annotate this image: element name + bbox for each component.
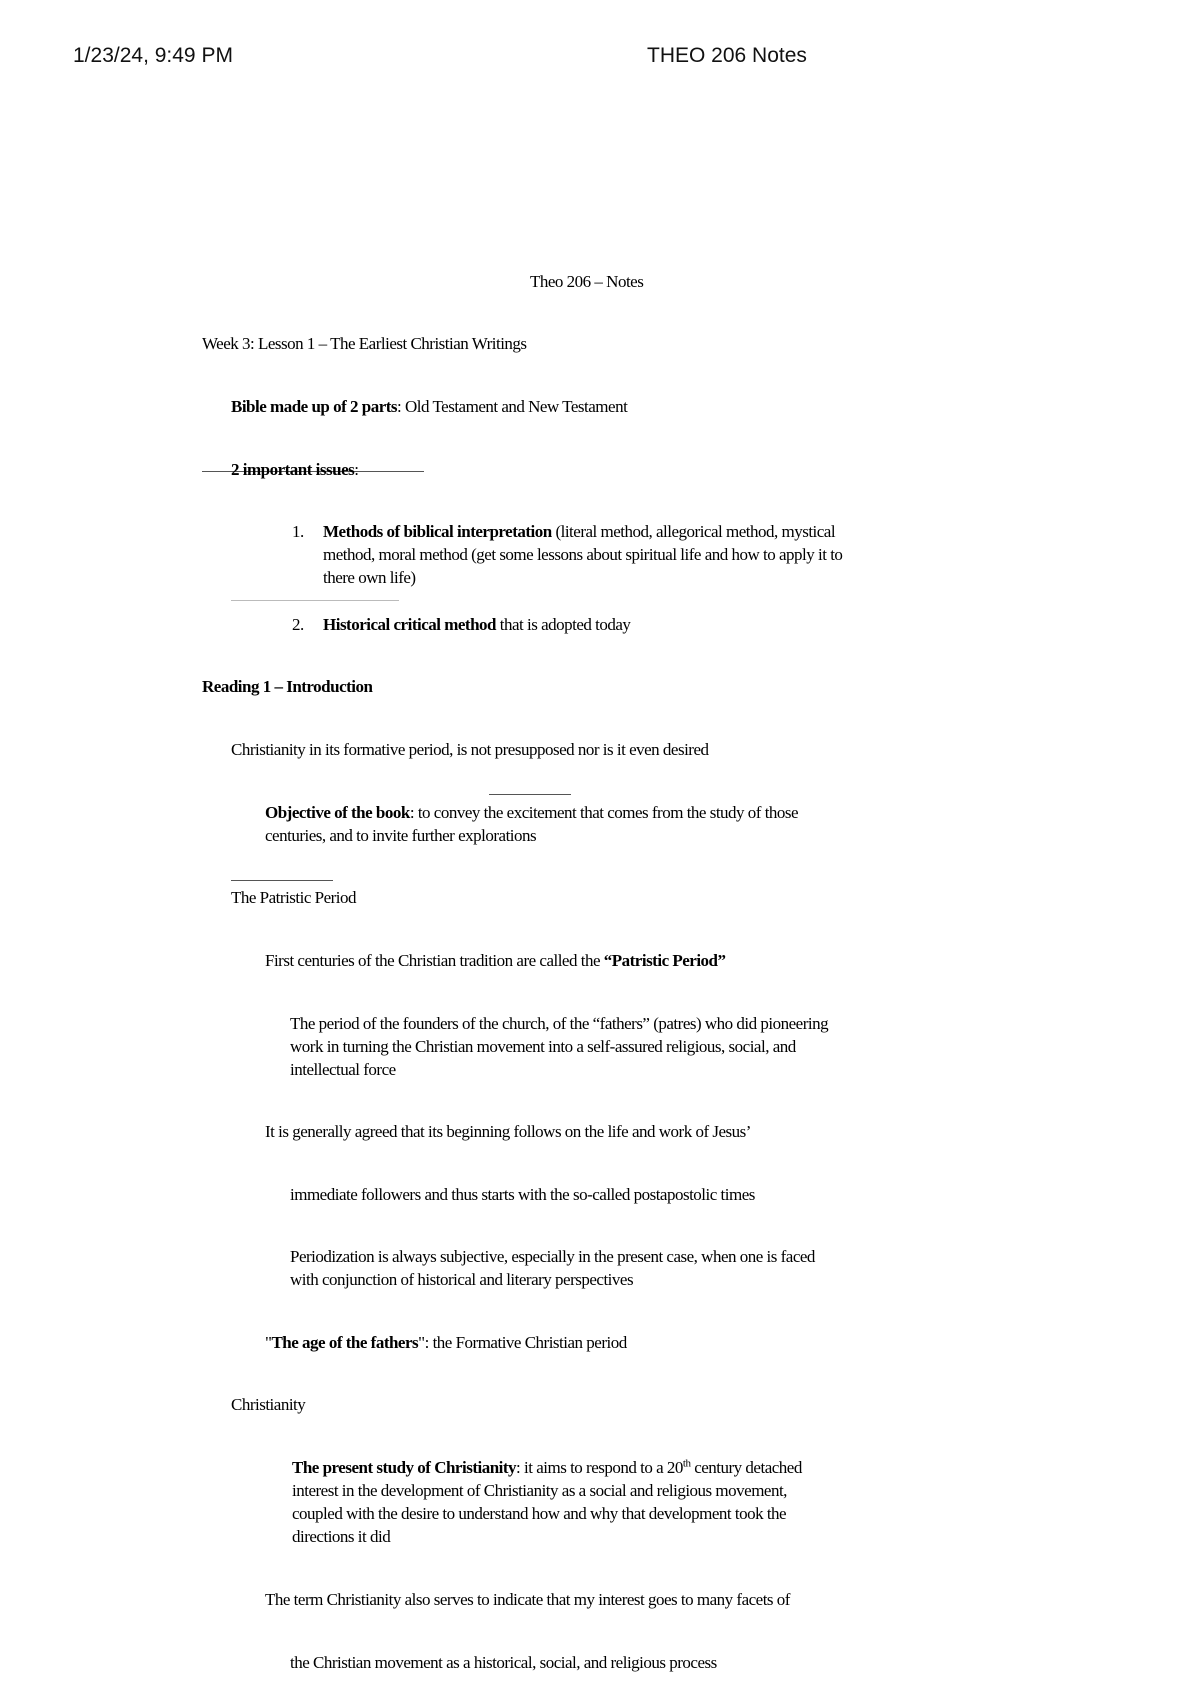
objective-label: Objective of the book — [265, 803, 410, 822]
founders-line: intellectual force — [290, 1060, 396, 1079]
age-of-fathers-label: The age of the fathers — [271, 1333, 419, 1352]
present-study-text: century detached — [690, 1458, 802, 1477]
list-item-label: Methods of biblical interpretation — [323, 522, 552, 541]
bible-parts-line — [231, 396, 627, 419]
superscript: th — [682, 1457, 691, 1470]
list-item-text: (literal method, allegorical method, mystical — [551, 522, 836, 541]
document-title: Theo 206 – Notes — [530, 272, 644, 291]
first-centuries-text: First centuries of the Christian tradition are called the — [265, 951, 604, 970]
founders-line: The period of the founders of the church, of the “fathers” (patres) who did pioneering — [290, 1014, 829, 1033]
list-item-label: Historical critical method — [323, 615, 497, 634]
present-study-line — [292, 1457, 802, 1480]
present-study-continuation: directions it did — [292, 1527, 391, 1546]
list-item-number: 1. — [292, 522, 304, 541]
week-heading: Week 3: Lesson 1 – The Earliest Christian Writings — [202, 334, 527, 353]
term-line: The term Christianity also serves to indicate that my interest goes to many facets of — [265, 1590, 790, 1609]
periodization-line: Periodization is always subjective, especially in the present case, when one is faced — [290, 1247, 815, 1266]
present-study-label: The present study of Christianity — [292, 1458, 517, 1477]
important-issues-colon: : — [354, 460, 359, 479]
agreed-line: It is generally agreed that its beginning follows on the life and work of Jesus’ — [265, 1122, 751, 1141]
objective-line — [265, 802, 798, 825]
reading-heading — [202, 676, 372, 699]
age-of-fathers-text: ": the Formative Christian period — [418, 1333, 627, 1352]
list-item — [323, 614, 630, 637]
patristic-heading: The Patristic Period — [231, 888, 357, 907]
list-item-continuation: there own life) — [323, 568, 416, 587]
present-study-continuation: interest in the development of Christianity as a social and religious movement, — [292, 1481, 787, 1500]
important-issues-line — [231, 459, 358, 482]
list-item-text: that is adopted today — [496, 615, 631, 634]
short-rule — [231, 880, 333, 881]
list-item — [323, 521, 835, 544]
short-rule — [489, 794, 571, 795]
reading-heading-text: Reading 1 – Introduction — [202, 677, 373, 696]
formative-line: Christianity in its formative period, is not presupposed nor is it even desired — [231, 740, 709, 759]
list-item-number: 2. — [292, 615, 304, 634]
movement-line: the Christian movement as a historical, social, and religious process — [290, 1653, 717, 1672]
christianity-heading: Christianity — [231, 1395, 306, 1414]
age-of-fathers-line — [265, 1332, 627, 1355]
present-study-text: : it aims to respond to a 20 — [516, 1458, 683, 1477]
important-issues-label: 2 important issues — [231, 460, 355, 479]
patristic-period-term: “Patristic Period” — [603, 951, 726, 970]
print-datetime: 1/23/24, 9:49 PM — [73, 44, 233, 67]
divider-rule — [231, 600, 399, 601]
present-study-continuation: coupled with the desire to understand how and why that development took the — [292, 1504, 787, 1523]
bible-parts-label: Bible made up of 2 parts — [231, 397, 398, 416]
objective-text: : to convey the excitement that comes from the study of those — [409, 803, 799, 822]
immediate-line: immediate followers and thus starts with the so-called postapostolic times — [290, 1185, 755, 1204]
founders-line: work in turning the Christian movement into a self-assured religious, social, and — [290, 1037, 796, 1056]
quote-mark: " — [265, 1333, 272, 1352]
bible-parts-text: : Old Testament and New Testament — [397, 397, 628, 416]
print-page-title: THEO 206 Notes — [647, 44, 807, 67]
objective-continuation: centuries, and to invite further explorations — [265, 826, 537, 845]
first-centuries-line — [265, 950, 726, 973]
list-item-continuation: method, moral method (get some lessons about spiritual life and how to apply it to — [323, 545, 843, 564]
periodization-line: with conjunction of historical and literary perspectives — [290, 1270, 634, 1289]
